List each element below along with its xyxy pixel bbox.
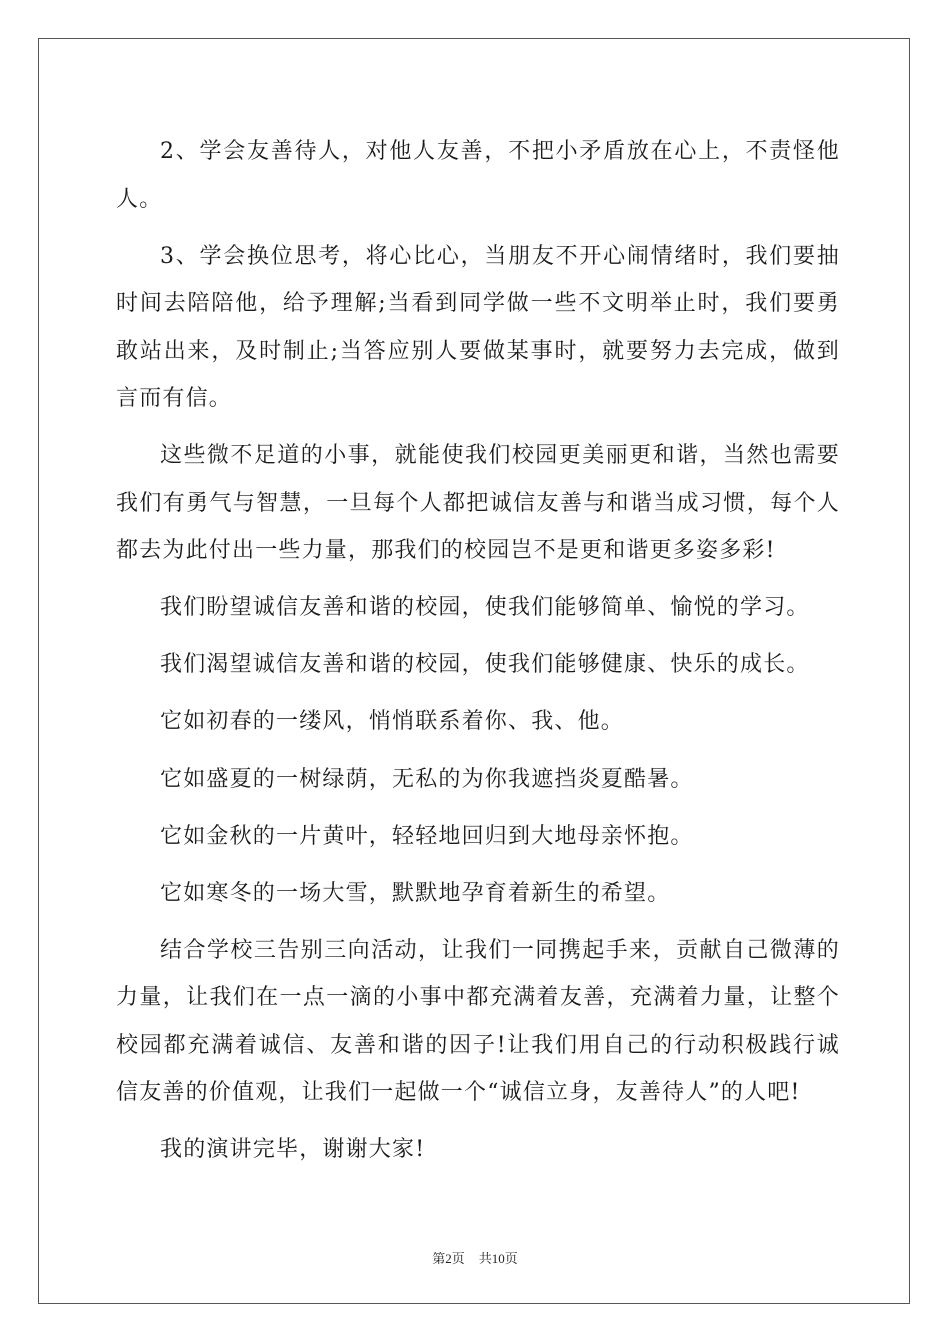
page-footer bbox=[0, 1248, 950, 1267]
paragraph: 结合学校三告别三向活动，让我们一同携起手来，贡献自己微薄的力量，让我们在一点一滴的小事中都充满着友善，充满着力量，让整个校园都充满着诚信、友善和谐的因子!让我们用自己的行动积极践行诚信友善的价值观，让我们一起做一个“诚信立身，友善待人”的人吧! bbox=[116, 937, 840, 1106]
paragraph: 我们盼望诚信友善和谐的校园，使我们能够简单、愉悦的学习。 bbox=[160, 595, 810, 621]
paragraph: 它如金秋的一片黄叶，轻轻地回归到大地母亲怀抱。 bbox=[160, 823, 694, 849]
document-body bbox=[116, 128, 840, 1184]
paragraph: 我们渴望诚信友善和谐的校园，使我们能够健康、快乐的成长。 bbox=[160, 652, 810, 678]
paragraph: 它如寒冬的一场大雪，默默地孕育着新生的希望。 bbox=[160, 880, 671, 906]
paragraph: 这些微不足道的小事，就能使我们校园更美丽更和谐，当然也需要我们有勇气与智慧，一旦每个人都把诚信友善与和谐当成习惯，每个人都去为此付出一些力量，那我们的校园岂不是更和谐更多姿多彩! bbox=[116, 443, 840, 564]
page-number: 第2页 bbox=[432, 1251, 465, 1266]
paragraph: 它如初春的一缕风，悄悄联系着你、我、他。 bbox=[160, 709, 625, 735]
paragraph: 2、学会友善待人，对他人友善，不把小矛盾放在心上，不责怪他人。 bbox=[116, 139, 840, 212]
paragraph: 它如盛夏的一树绿荫，无私的为你我遮挡炎夏酷暑。 bbox=[160, 766, 694, 792]
page-total: 共10页 bbox=[478, 1251, 518, 1266]
paragraph: 3、学会换位思考，将心比心，当朋友不开心闹情绪时，我们要抽时间去陪陪他，给予理解;当看到同学做一些不文明举止时，我们要勇敢站出来，及时制止;当答应别人要做某事时，就要努力去完成，做到言而有信。 bbox=[116, 243, 840, 412]
paragraph: 我的演讲完毕，谢谢大家! bbox=[160, 1137, 426, 1163]
